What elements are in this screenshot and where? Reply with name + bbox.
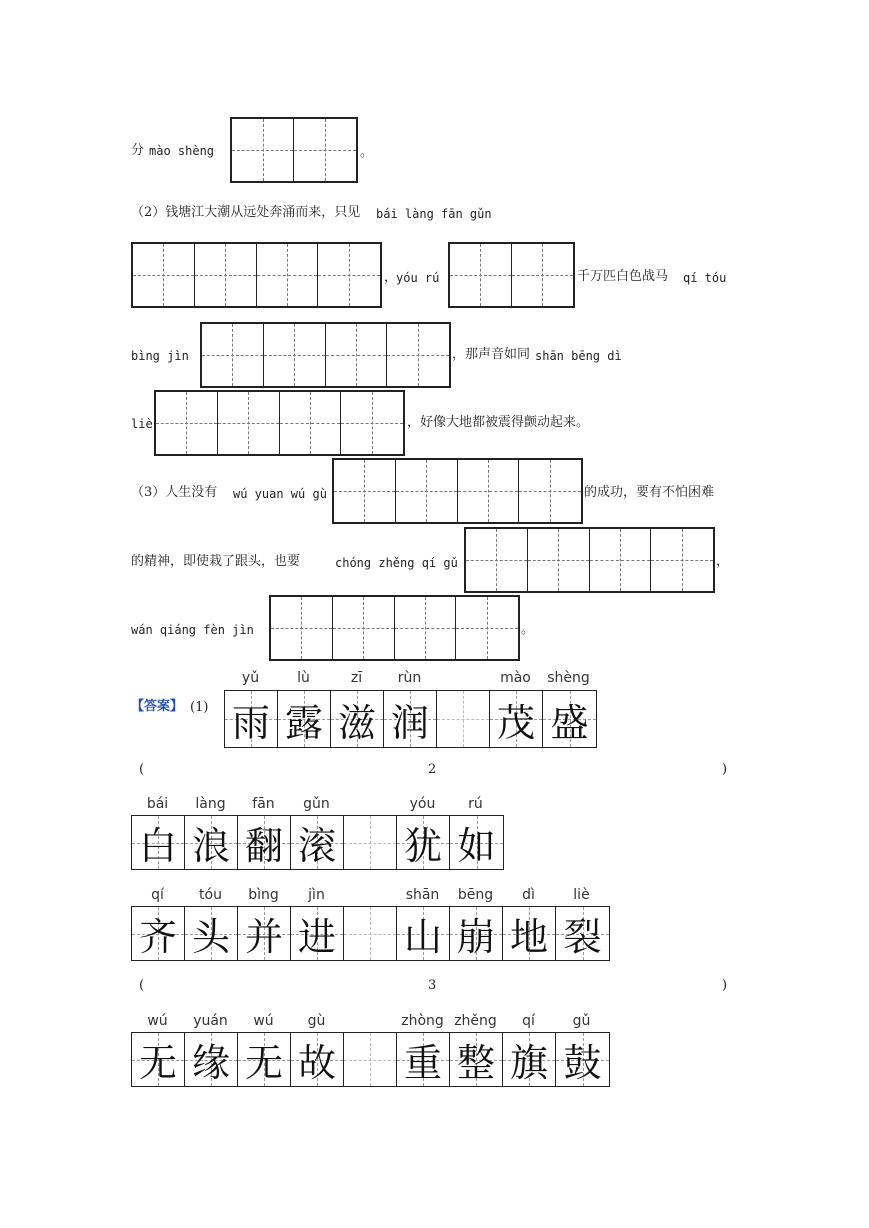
q2-mid: 千万匹白色战马 [577, 269, 669, 284]
answer-char: 缘 [191, 1041, 230, 1085]
q3-pinyin3: wán qiáng fèn jìn [131, 623, 254, 637]
answer-char: 裂 [563, 915, 602, 959]
answer-char-cell [556, 907, 609, 960]
answer-pinyin: zhěng [454, 1013, 497, 1029]
answer-char: 鼓 [563, 1041, 602, 1085]
answer-char-cell [397, 1033, 450, 1086]
answer-char: 地 [509, 915, 548, 959]
answer-num1: (1) [190, 700, 209, 715]
answer-pinyin: qí [522, 1013, 535, 1029]
answer-char: 进 [297, 915, 336, 959]
answer-num3-close: ) [722, 978, 728, 993]
q2-pinyin4a: shān bēng dì [535, 349, 622, 363]
answer-pinyin: gǔn [303, 796, 330, 812]
q2-pinyin3a: qí tóu [683, 271, 727, 285]
answer-pinyin: rú [468, 796, 483, 812]
q3-pinyin2: chóng zhěng qí gǔ [335, 556, 458, 570]
answer-char: 犹 [403, 824, 442, 868]
answer-char-cell [450, 907, 503, 960]
q2-grid4[interactable] [154, 390, 405, 456]
answer-char-cell [225, 691, 278, 747]
answer-pinyin: zī [350, 670, 363, 686]
answer-row1-grid [224, 690, 597, 748]
answer-char-cell [543, 691, 596, 747]
answer-num2-open: ( [139, 762, 145, 777]
answer-pinyin: làng [195, 796, 226, 812]
q2-grid1[interactable] [131, 242, 382, 308]
answer-char: 浪 [191, 824, 230, 868]
answer-row4-pinyin [131, 1013, 608, 1029]
answer-char-cell [132, 907, 185, 960]
answer-char-cell [185, 907, 238, 960]
answer-pinyin: yǔ [241, 670, 260, 686]
answer-row2-pinyin [131, 796, 502, 812]
answer-label: 【答案】 [131, 699, 184, 714]
answer-char-cell [450, 1033, 503, 1086]
answer-char: 山 [403, 915, 442, 959]
q3-sep2: ， [716, 554, 730, 569]
answer-char: 齐 [138, 915, 177, 959]
answer-char: 旗 [509, 1041, 548, 1085]
q3-grid2[interactable] [464, 527, 715, 593]
answer-char-cell [503, 907, 556, 960]
answer-char: 无 [138, 1041, 177, 1085]
answer-pinyin [343, 1013, 396, 1029]
answer-row3-grid [131, 906, 610, 961]
answer-pinyin: liè [573, 887, 590, 903]
answer-char: 白 [138, 824, 177, 868]
answer-pinyin: wú [147, 1013, 168, 1029]
answer-char: 滋 [337, 700, 376, 745]
q3-text1: 的成功，要有不怕困难 [584, 485, 715, 500]
answer-pinyin: qí [151, 887, 164, 903]
answer-char-cell [384, 691, 437, 747]
answer-char: 露 [284, 700, 323, 745]
answer-pinyin [343, 887, 396, 903]
answer-char: 整 [456, 1041, 495, 1085]
answer-char: 茂 [496, 700, 535, 745]
answer-pinyin: shèng [547, 670, 590, 686]
answer-char-cell [556, 1033, 609, 1086]
answer-char-cell [450, 816, 503, 869]
answer-char-cell [238, 907, 291, 960]
answer-char-cell [331, 691, 384, 747]
q3-end: 。 [521, 622, 535, 637]
answer-char: 重 [403, 1041, 442, 1085]
q1-end: 。 [360, 145, 374, 160]
answer-char: 并 [244, 915, 283, 959]
answer-char-cell [278, 691, 331, 747]
answer-char: 滚 [297, 824, 336, 868]
q3-intro: （3）人生没有 [131, 485, 218, 500]
q1-answer-grid[interactable] [230, 117, 358, 183]
answer-pinyin: yuán [193, 1013, 228, 1029]
answer-pinyin: bái [146, 796, 169, 812]
answer-num2-close: ) [722, 762, 728, 777]
answer-pinyin: mào [500, 670, 531, 686]
q1-pinyin: mào shèng [149, 144, 215, 158]
answer-char-cell [185, 1033, 238, 1086]
answer-pinyin: zhòng [401, 1013, 444, 1029]
answer-char: 崩 [456, 915, 495, 959]
answer-char: 无 [244, 1041, 283, 1085]
answer-char: 盛 [550, 700, 589, 745]
q2-intro: （2）钱塘江大潮从远处奔涌而来，只见 [131, 205, 361, 220]
answer-char: 如 [457, 824, 496, 868]
q3-text2: 的精神，即使栽了跟头，也要 [131, 554, 301, 569]
answer-num2: 2 [428, 762, 437, 777]
answer-pinyin: tóu [199, 887, 222, 903]
answer-blank-cell [344, 1033, 397, 1086]
q2-sep1: ， [384, 270, 398, 285]
answer-num3-open: ( [139, 978, 145, 993]
q3-grid3[interactable] [269, 595, 520, 661]
answer-pinyin: gǔ [572, 1013, 591, 1029]
q2-text4: ，那声音如同 [452, 347, 531, 362]
answer-pinyin: jìn [308, 887, 325, 903]
q2-end: ，好像大地都被震得颤动起来。 [407, 415, 590, 430]
answer-pinyin: rùn [397, 670, 422, 686]
answer-pinyin: yóu [409, 796, 436, 812]
answer-row2-grid [131, 815, 504, 870]
answer-pinyin [343, 796, 396, 812]
q2-grid3[interactable] [200, 322, 451, 388]
answer-blank-cell [344, 816, 397, 869]
q2-pinyin1: bái làng fān gǔn [376, 207, 492, 221]
answer-pinyin: gù [307, 1013, 326, 1029]
answer-char: 故 [297, 1041, 336, 1085]
answer-char-cell [503, 1033, 556, 1086]
answer-char-cell [185, 816, 238, 869]
q2-grid2[interactable] [448, 242, 575, 308]
answer-char-cell [397, 816, 450, 869]
answer-blank-cell [437, 691, 490, 747]
answer-char-cell [291, 816, 344, 869]
answer-num3: 3 [428, 978, 437, 993]
answer-pinyin: dì [522, 887, 535, 903]
answer-row4-grid [131, 1032, 610, 1087]
answer-char: 润 [390, 700, 429, 745]
answer-char-cell [397, 907, 450, 960]
answer-char: 翻 [244, 824, 283, 868]
answer-blank-cell [344, 907, 397, 960]
answer-char: 头 [191, 915, 230, 959]
answer-pinyin: wú [253, 1013, 274, 1029]
answer-pinyin: shān [405, 887, 440, 903]
answer-char-cell [490, 691, 543, 747]
answer-pinyin: lù [297, 670, 310, 686]
q1-prefix: 分 [131, 143, 145, 158]
answer-pinyin: bēng [457, 887, 494, 903]
answer-pinyin [436, 670, 489, 686]
answer-pinyin: fān [252, 796, 275, 812]
q2-pinyin4b: liè [131, 417, 153, 431]
answer-row1-pinyin [224, 670, 595, 686]
answer-char-cell [291, 907, 344, 960]
answer-char-cell [132, 1033, 185, 1086]
answer-row3-pinyin [131, 887, 608, 903]
answer-char: 雨 [231, 700, 270, 745]
answer-pinyin: bìng [248, 887, 279, 903]
q2-pinyin2: yóu rú [396, 271, 440, 285]
answer-char-cell [238, 816, 291, 869]
q3-pinyin1: wú yuan wú gù [233, 487, 327, 501]
answer-char-cell [291, 1033, 344, 1086]
answer-char-cell [132, 816, 185, 869]
q3-grid1[interactable] [332, 458, 583, 524]
answer-char-cell [238, 1033, 291, 1086]
q2-pinyin3b: bìng jìn [131, 349, 189, 363]
